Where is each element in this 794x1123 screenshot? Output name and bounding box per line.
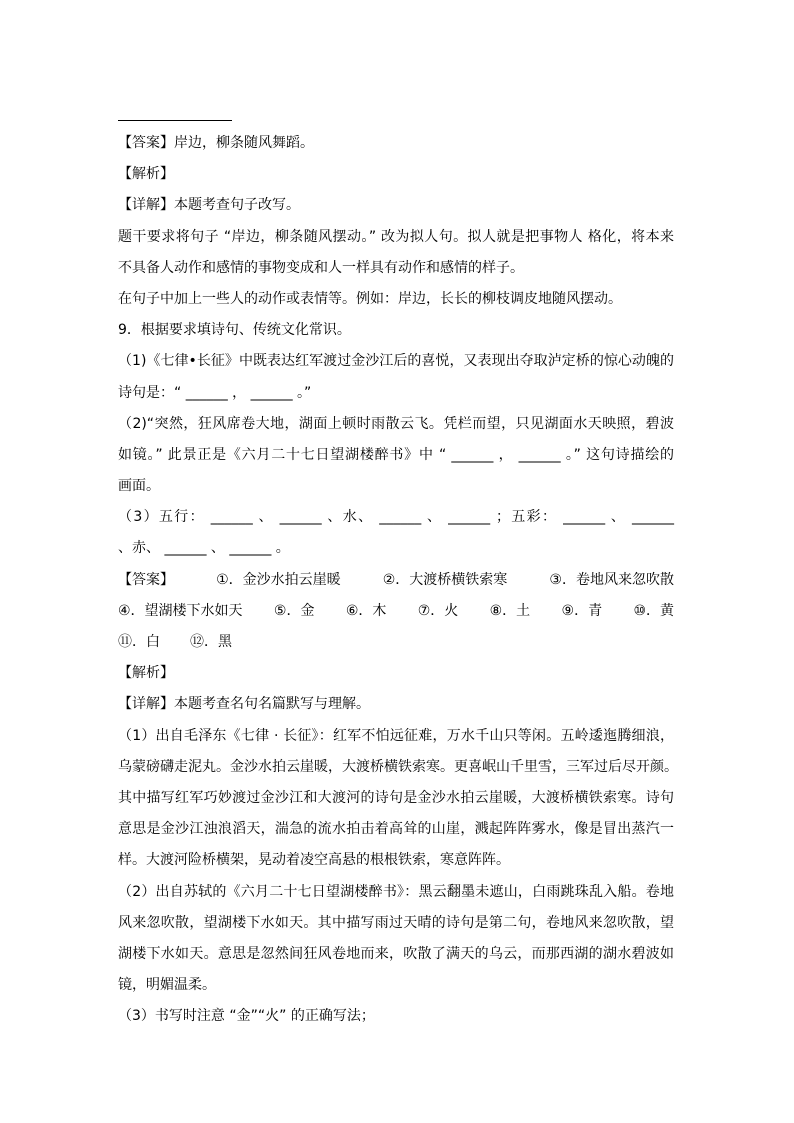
q8-paragraph: 不具备人动作和感情的事物变成和人一样具有动作和感情的样子。	[118, 259, 524, 276]
q9-sub1: （1)《七律•长征》中既表达红军渡过金沙江后的喜悦，又表现出夺取泸定桥的惊心动魄的	[118, 353, 674, 370]
footnote-separator	[118, 120, 232, 121]
q8-paragraph: 题干要求将句子 “岸边，柳条随风摆动。” 改为拟人句。拟人就是把事物人 格化，将本来	[118, 228, 674, 245]
q9-analysis-heading: 【解析】	[118, 665, 174, 682]
answer-item: ①．金沙水拍云崖暖	[216, 571, 341, 588]
answer-item: ⑪．白	[118, 634, 160, 650]
q9-detail-paragraph: 湖楼下水如天。意思是忽然间狂风卷地而来，吹散了满天的乌云，而那西湖的湖水碧波如	[118, 945, 674, 962]
q9-detail-paragraph: 意思是金沙江浊浪滔天，湍急的流水拍击着高耸的山崖，溅起阵阵雾水，像是冒出蒸汽一	[118, 821, 674, 838]
q8-answer: 【答案】岸边，柳条随风舞蹈。	[118, 135, 314, 151]
q8-analysis-heading: 【解析】	[118, 166, 174, 183]
document-body	[118, 128, 678, 1032]
answer-item: ⑥．木	[345, 602, 387, 619]
answer-item: ②．大渡桥横铁索寒	[382, 571, 508, 588]
q9-sub3: 、赤、 ______ 、 ______ 。	[118, 540, 290, 557]
answer-item: ⑩．黄	[633, 602, 674, 619]
q9-detail-paragraph: （2）出自苏轼的《六月二十七日望湖楼醉书》：黑云翻墨未遮山，白雨跳珠乱入船。卷地	[118, 883, 674, 900]
answer-item: ⑤．金	[273, 602, 315, 619]
answer-item: ⑨．青	[561, 602, 603, 619]
q9-title: 9．根据要求填诗句、传统文化常识。	[118, 322, 351, 339]
q9-detail-paragraph: 其中描写红军巧妙渡过金沙江和大渡河的诗句是金沙水拍云崖暖，大渡桥横铁索寒。诗句	[118, 789, 674, 806]
q8-detail: 【详解】本题考查句子改写。	[118, 197, 300, 214]
answer-label: 【答案】	[118, 571, 174, 588]
q9-detail-paragraph: 镜，明媚温柔。	[118, 977, 216, 994]
q9-answer-row	[118, 596, 674, 627]
q9-detail-paragraph: 乌蒙磅礴走泥丸。金沙水拍云崖暖，大渡桥横铁索寒。更喜岷山千里雪，三军过后尽开颜。	[118, 758, 678, 775]
answer-item: ④．望湖楼下水如天	[118, 602, 243, 619]
q9-detail-paragraph: 样。大渡河险桥横架，晃动着凌空高悬的根根铁索，寒意阵阵。	[118, 852, 510, 869]
q9-sub1: 诗句是：“ ______ ， ______ 。”	[118, 384, 312, 401]
q9-answer-row	[118, 627, 674, 658]
q9-sub2: 画面。	[118, 478, 160, 495]
q9-sub2: （2)“突然，狂风席卷大地，湖面上顿时雨散云飞。凭栏而望，只见湖面水天映照，碧波	[118, 415, 674, 432]
answer-item: ⑫．黑	[190, 634, 232, 650]
q8-paragraph: 在句子中加上一些人的动作或表情等。例如：岸边，长长的柳枝调皮地随风摆动。	[118, 290, 622, 307]
q9-detail-paragraph: 风来忽吹散，望湖楼下水如天。其中描写雨过天晴的诗句是第二句，卷地风来忽吹散，望	[118, 914, 674, 931]
q9-detail-paragraph: （1）出自毛泽东《七律 · 长征》：红军不怕远征难，万水千山只等闲。五岭逶迤腾细浪，	[118, 727, 674, 744]
q9-answer-row	[118, 565, 674, 596]
answer-item: ③．卷地风来忽吹散	[549, 571, 674, 588]
q9-detail: 【详解】本题考查名句名篇默写与理解。	[118, 696, 370, 713]
q9-sub3: （3）五行： ______ 、 ______ 、水、 ______ 、 ______ ；五彩： ______ 、 ______	[118, 509, 674, 526]
q9-detail-paragraph: （3）书写时注意 “金”“火” 的正确写法；	[118, 1008, 375, 1025]
answer-item: ⑦．火	[417, 602, 459, 619]
answer-item: ⑧．土	[489, 602, 531, 619]
q9-sub2: 如镜。” 此景正是《六月二十七日望湖楼醉书》中 “ ______ ， ______ 。” 这句诗描绘的	[118, 446, 674, 463]
